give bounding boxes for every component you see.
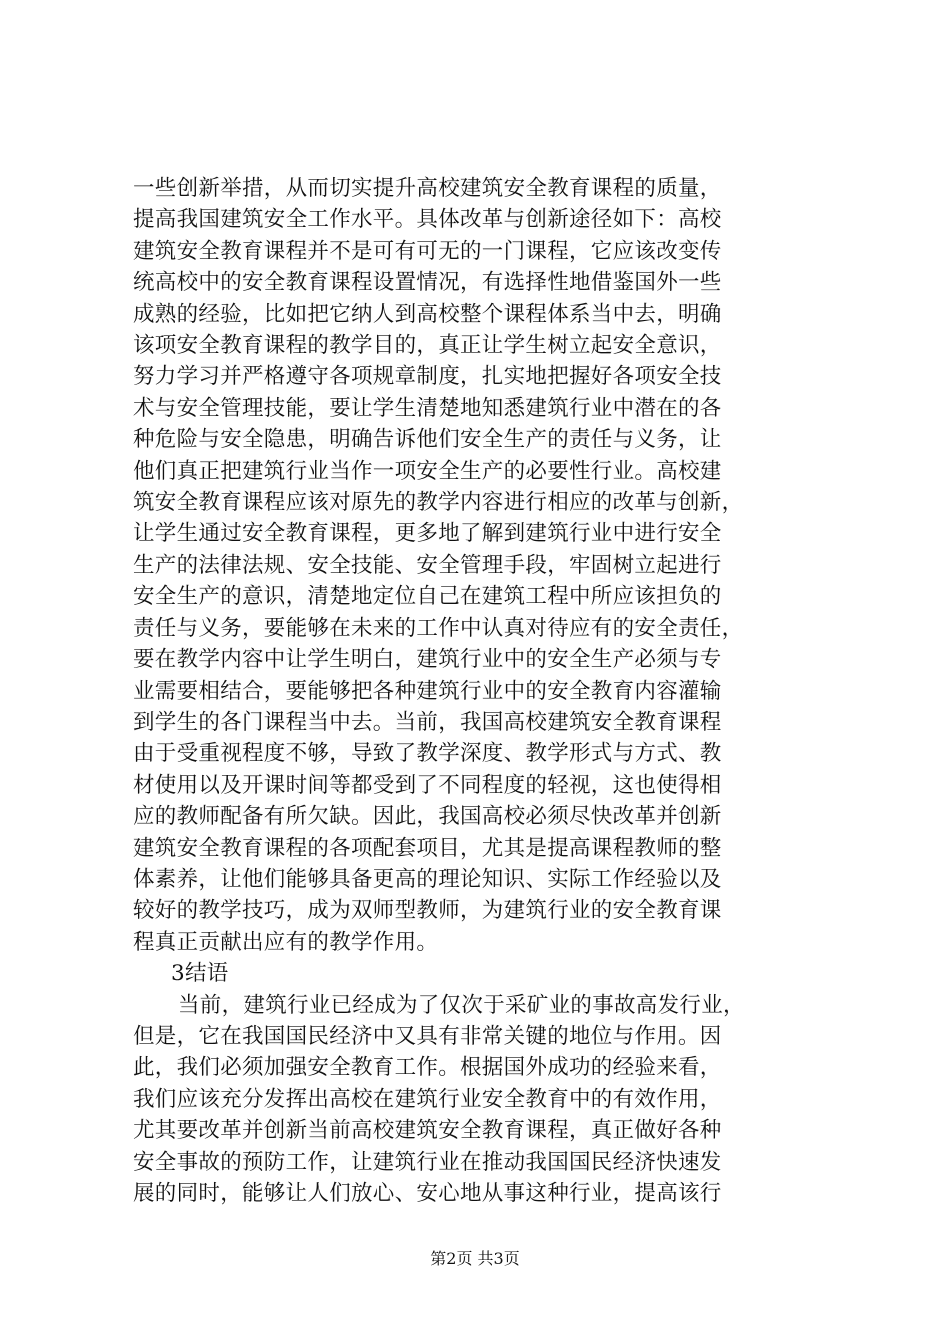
text-line: 较好的教学技巧，成为双师型教师，为建筑行业的安全教育课 <box>133 898 722 924</box>
text-line: 责任与义务，要能够在未来的工作中认真对待应有的安全责任， <box>133 615 744 641</box>
text-line: 成熟的经验，比如把它纳人到高校整个课程体系当中去，明确 <box>133 301 722 327</box>
text-line: 提高我国建筑安全工作水平。具体改革与创新途径如下：高校 <box>133 207 722 233</box>
paragraph-2 <box>133 990 833 1210</box>
text-line: 我们应该充分发挥出高校在建筑行业安全教育中的有效作用， <box>133 1086 722 1112</box>
text-line: 材使用以及开课时间等都受到了不同程度的轻视，这也使得相 <box>133 772 722 798</box>
text-line: 种危险与安全隐患，明确告诉他们安全生产的责任与义务，让 <box>133 427 722 453</box>
text-line: 努力学习并严格遵守各项规章制度，扎实地把握好各项安全技 <box>133 364 722 390</box>
text-line: 业需要相结合，要能够把各种建筑行业中的安全教育内容灌输 <box>133 678 722 704</box>
document-body <box>133 173 833 1209</box>
page-number-footer: 第2页 共3页 <box>430 1249 520 1268</box>
text-line: 生产的法律法规、安全技能、安全管理手段，牢固树立起进行 <box>133 552 722 578</box>
text-line: 展的同时，能够让人们放心、安心地从事这种行业，提高该行 <box>133 1181 722 1206</box>
text-line: 程真正贡献出应有的教学作用。 <box>133 929 439 955</box>
text-line: 一些创新举措，从而切实提升高校建筑安全教育课程的质量， <box>133 176 722 201</box>
text-line: 该项安全教育课程的教学目的，真正让学生树立起安全意识， <box>133 333 722 359</box>
text-line: 尤其要改革并创新当前高校建筑安全教育课程，真正做好各种 <box>133 1118 722 1144</box>
text-line: 让学生通过安全教育课程，更多地了解到建筑行业中进行安全 <box>133 521 722 547</box>
text-line: 要在教学内容中让学生明白，建筑行业中的安全生产必须与专 <box>133 647 722 673</box>
text-line: 安全生产的意识，清楚地定位自己在建筑工程中所应该担负的 <box>133 584 722 610</box>
text-line: 建筑安全教育课程并不是可有可无的一门课程，它应该改变传 <box>133 238 722 264</box>
section-heading: 3结语 <box>171 961 229 987</box>
text-line: 当前，建筑行业已经成为了仅次于采矿业的事故高发行业， <box>178 992 745 1018</box>
text-line: 应的教师配备有所欠缺。因此，我国高校必须尽快改革并创新 <box>133 804 722 830</box>
paragraph-1 <box>133 173 833 958</box>
text-line: 体素养，让他们能够具备更高的理论知识、实际工作经验以及 <box>133 866 722 892</box>
text-line: 到学生的各门课程当中去。当前，我国高校建筑安全教育课程 <box>133 709 722 735</box>
text-line: 但是，它在我国国民经济中又具有非常关键的地位与作用。因 <box>133 1023 722 1049</box>
text-line: 统高校中的安全教育课程设置情况，有选择性地借鉴国外一些 <box>133 270 722 296</box>
text-line: 术与安全管理技能，要让学生清楚地知悉建筑行业中潜在的各 <box>133 395 722 421</box>
text-line: 由于受重视程度不够，导致了教学深度、教学形式与方式、教 <box>133 741 722 767</box>
text-line: 安全事故的预防工作，让建筑行业在推动我国国民经济快速发 <box>133 1149 722 1175</box>
text-line: 筑安全教育课程应该对原先的教学内容进行相应的改革与创新， <box>133 490 744 516</box>
text-line: 建筑安全教育课程的各项配套项目，尤其是提高课程教师的整 <box>133 835 722 861</box>
text-line: 他们真正把建筑行业当作一项安全生产的必要性行业。高校建 <box>133 458 722 484</box>
text-line: 此，我们必须加强安全教育工作。根据国外成功的经验来看， <box>133 1055 722 1081</box>
